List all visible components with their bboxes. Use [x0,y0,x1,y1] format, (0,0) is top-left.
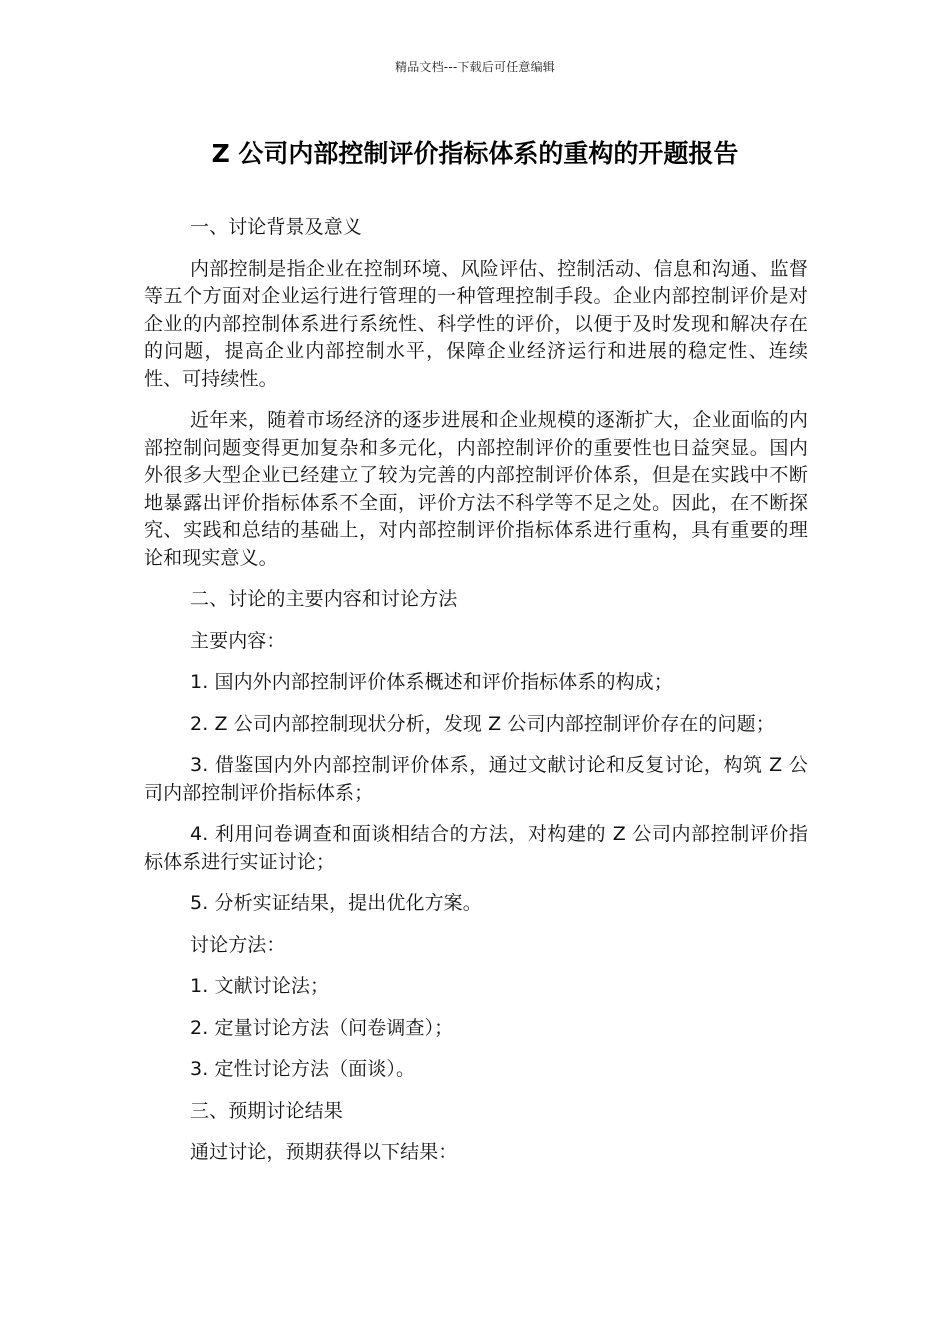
document-title: Z 公司内部控制评价指标体系的重构的开题报告 [211,139,739,168]
document-body [144,214,808,1181]
section-heading-expected-results: 三、预期讨论结果 [190,1099,343,1122]
subheading-methods: 讨论方法： [190,933,286,956]
list-item-content-2: 2. Z 公司内部控制现状分析，发现 Z 公司内部控制评价存在的问题； [190,712,775,735]
section-heading-background: 一、讨论背景及意义 [190,216,362,238]
list-item-method-3: 3. 定性讨论方法（面谈）。 [190,1058,416,1080]
section-heading-content-methods: 二、讨论的主要内容和讨论方法 [190,588,458,610]
subheading-main-content: 主要内容： [190,629,286,652]
list-item-content-5: 5. 分析实证结果，提出优化方案。 [190,892,482,914]
list-item-content-3: 3. 借鉴国内外内部控制评价体系，通过文献讨论和反复讨论，构筑 Z 公司内部控制评价指标体系； [144,754,808,804]
list-item-method-2: 2. 定量讨论方法（问卷调查）； [190,1016,454,1039]
paragraph-expected-results-intro: 通过讨论，预期获得以下结果： [190,1141,458,1163]
list-item-content-4: 4. 利用问卷调查和面谈相结合的方法，对构建的 Z 公司内部控制评价指标体系进行实证讨论； [144,823,808,873]
paragraph-definition: 内部控制是指企业在控制环境、风险评估、控制活动、信息和沟通、监督等五个方面对企业运行进行管理的一种管理控制手段。企业内部控制评价是对企业的内部控制体系进行系统性、科学性的评价，以便于及时发现和解决存在的问题，提高企业内部控制水平，保障企业经济运行和进展的稳定性、连续性、可持续性。 [144,257,808,390]
paragraph-recent-years: 近年来，随着市场经济的逐步进展和企业规模的逐渐扩大，企业面临的内部控制问题变得更加复杂和多元化，内部控制评价的重要性也日益突显。国内外很多大型企业已经建立了较为完善的内部控制评价体系，但是在实践中不断地暴露出评价指标体系不全面，评价方法不科学等不足之处。因此，在不断探究、实践和总结的基础上，对内部控制评价指标体系进行重构，具有重要的理论和现实意义。 [144,409,808,569]
list-item-method-1: 1. 文献讨论法； [190,975,330,997]
list-item-content-1: 1. 国内外内部控制评价体系概述和评价指标体系的构成； [190,671,673,693]
header-note: 精品文档---下载后可任意编辑 [395,60,555,74]
